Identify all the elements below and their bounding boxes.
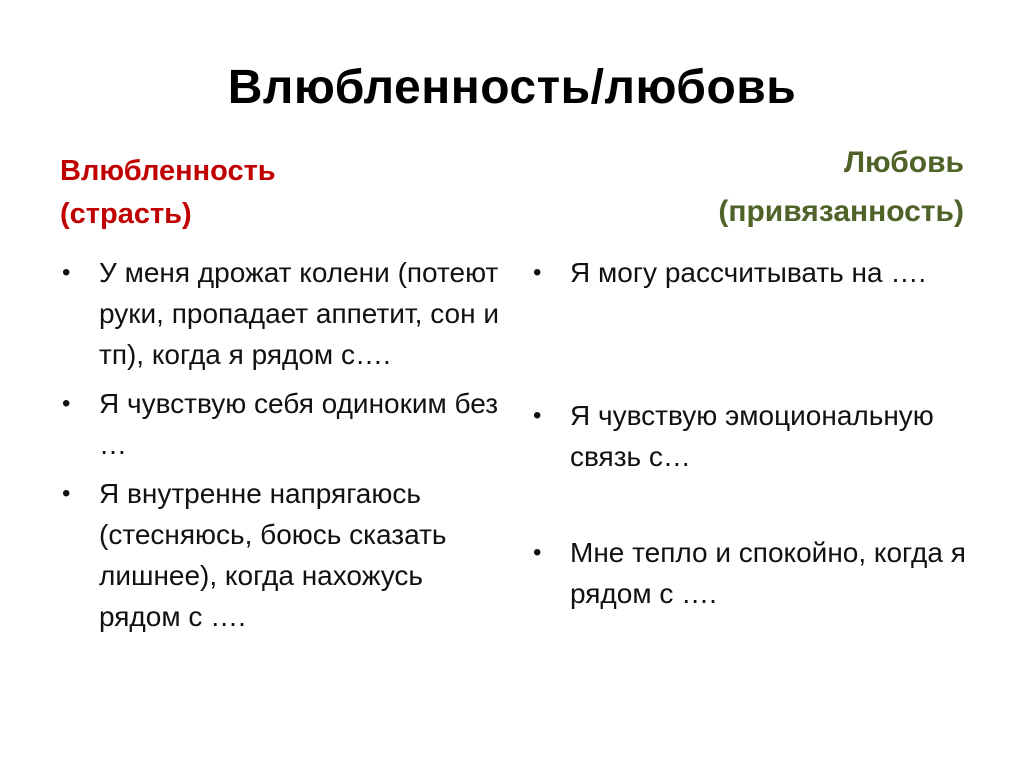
- bullet-icon: •: [62, 390, 71, 417]
- bullet-icon: •: [62, 259, 71, 286]
- left-bullet-item: [60, 473, 500, 637]
- left-bullet-text: Я внутренне напрягаюсь (стесняюсь, боюсь сказать лишнее), когда нахожусь рядом с ….: [99, 478, 447, 632]
- right-column-heading: [604, 138, 964, 236]
- left-bullet-item: [60, 252, 500, 375]
- slide-title: Влюбленность/любовь: [227, 61, 797, 114]
- right-bullet-list: [531, 252, 981, 614]
- right-bullet-item: [531, 395, 981, 477]
- bullet-icon: •: [533, 259, 542, 286]
- left-bullet-item: [60, 383, 500, 465]
- left-bullet-list: [60, 252, 500, 637]
- right-bullet-item: [531, 532, 981, 614]
- left-bullet-text: Я чувствую себя одиноким без …: [99, 388, 499, 460]
- left-heading-line-1: Влюбленность: [60, 155, 276, 187]
- right-bullet-text: Я чувствую эмоциональную связь с…: [570, 400, 934, 472]
- right-bullet-text: Мне тепло и спокойно, когда я рядом с ….: [570, 537, 966, 609]
- left-bullet-text: У меня дрожат колени (потеют руки, пропадает аппетит, сон и тп), когда я рядом с….: [99, 257, 499, 370]
- right-bullet-item: [531, 252, 981, 293]
- bullet-icon: •: [62, 480, 71, 507]
- right-bullet-text: Я могу рассчитывать на ….: [570, 257, 927, 288]
- bullet-icon: •: [533, 402, 542, 429]
- right-heading-line-2: (привязанность): [718, 195, 964, 228]
- left-heading-line-2: (страсть): [60, 198, 192, 230]
- left-column-heading: [60, 150, 390, 236]
- bullet-icon: •: [533, 539, 542, 566]
- right-heading-line-1: Любовь: [843, 146, 964, 179]
